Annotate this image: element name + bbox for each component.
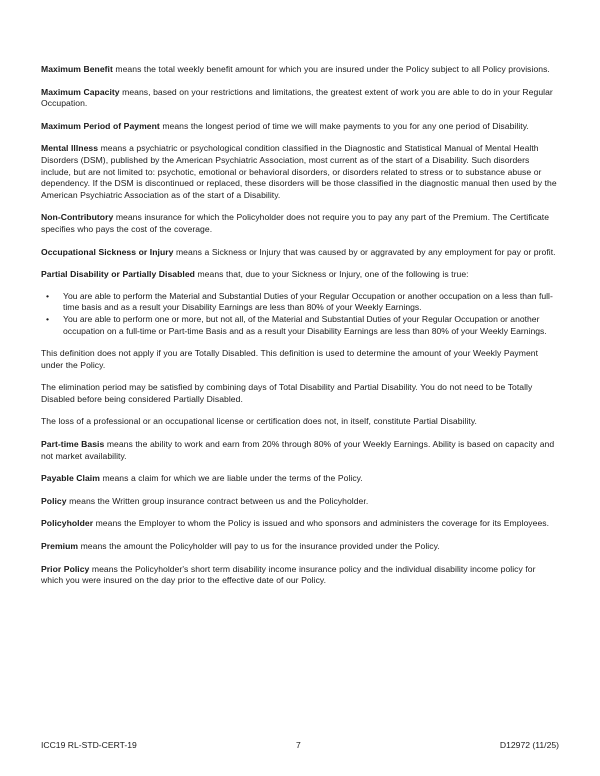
definition-body: means the Policyholder's short term disability income insurance policy and the individual disability income policy for which you were insured on the day prior to the effective date of our Policy. [41,563,536,586]
definition-term: Mental Illness [41,143,99,154]
definition-term: Policyholder [41,518,94,529]
definition-maximum-capacity [41,87,559,110]
definition-body: means the total weekly benefit amount for which you are insured under the Policy subject to all Policy provisions. [112,64,550,74]
definition-policy [41,496,559,508]
definition-body: means a psychiatric or psychological condition classified in the Diagnostic and Statistical Manual of Mental Health Disorders (DSM), published by the American Psychiatric Association, most current as of the start of a Disability. Such disorders include, but are not limited to: psychotic, emotional or behavioral disorders, or disorders related to stress or to substance abuse or dependency. If the DSM is discontinued or replaced, these disorders will be those classified in the diagnostic manual then used by the American Psychiatric Association as of the start of a Disability. [41,143,557,200]
definition-non-contributory [41,212,559,235]
definition-maximum-period-of-payment [41,121,559,133]
definition-body: means, based on your restrictions and limitations, the greatest extent of work you are able to do in your Regular Occupation. [41,86,553,109]
definition-term: Occupational Sickness or Injury [41,246,174,257]
definition-body: means a Sickness or Injury that was caused by or aggravated by any employment for pay or profit. [173,246,556,257]
definition-body: means the amount the Policyholder will pay to us for the insurance provided under the Policy. [78,541,440,552]
page-body [41,64,559,598]
footer-form-number: ICC19 RL-STD-CERT-19 [41,740,137,750]
definition-body: means that, due to your Sickness or Injury, one of the following is true: [194,269,469,280]
bullet-icon: • [46,313,50,324]
partial-disability-note-2: The elimination period may be satisfied by combining days of Total Disability and Partial Disability. You do not need to be Totally Disabled before being considered Partially Disabled. [41,382,533,404]
definition-mental-illness [41,143,559,201]
footer-page-number: 7 [295,740,301,750]
definition-term: Payable Claim [41,473,100,484]
partial-disability-note-3: The loss of a professional or an occupational license or certification does not, in itself, constitute Partial Disability. [41,416,477,427]
footer-doc-code: D12972 (11/25) [499,740,559,750]
definition-body: means insurance for which the Policyholder does not require you to pay any part of the Premium. The Certificate specifies who pays the cost of the coverage. [41,212,550,234]
definition-body: means the ability to work and earn from 20% through 80% of your Weekly Earnings. Ability is based on capacity and not market availability. [41,439,555,461]
list-item [41,291,559,314]
definition-body: means the Employer to whom the Policy is issued and who sponsors and administers the coverage for its Employees. [93,518,550,529]
page-footer [41,740,559,751]
partial-disability-note-1: This definition does not apply if you are Totally Disabled. This definition is used to determine the amount of your Weekly Payment under the Policy. [41,348,539,370]
list-item-text: You are able to perform the Material and Substantial Duties of your Regular Occupation or another occupation on a less than full-time basis and as a result your Disability Earnings are less than 80% of your Weekly Earnings. [63,290,553,313]
definition-policyholder [41,518,559,530]
definition-term: Maximum Capacity [41,86,120,97]
definition-body: means a claim for which we are liable under the terms of the Policy. [99,473,363,484]
list-item [41,314,559,337]
bullet-icon: • [46,290,50,301]
definition-part-time-basis [41,439,559,462]
list-item-text: You are able to perform one or more, but not all, of the Material and Substantial Duties of your Regular Occupation or another occupation on a full-time or Part-time Basis and as a result your Disability Earnings are less than 80% of your Weekly Earnings. [63,313,547,336]
definition-term: Maximum Period of Payment [41,120,160,131]
definition-body: means the Written group insurance contract between us and the Policyholder. [66,495,369,506]
definition-term: Prior Policy [41,563,90,574]
definition-term: Policy [41,495,67,506]
definition-prior-policy [41,564,559,587]
definition-occupational-sickness-or-injury [41,247,559,259]
definition-payable-claim [41,473,559,485]
definition-term: Premium [41,541,79,552]
definition-term: Part-time Basis [41,439,105,450]
definition-term: Maximum Benefit [41,64,113,74]
definition-maximum-benefit [41,64,559,76]
definition-premium [41,541,559,553]
definition-body: means the longest period of time we will make payments to you for any one period of Disability. [159,120,529,131]
definition-term: Non-Contributory [41,212,114,223]
definition-partial-disability [41,269,559,281]
partial-disability-bullet-list [41,291,559,337]
definition-term: Partial Disability or Partially Disabled [41,269,195,280]
